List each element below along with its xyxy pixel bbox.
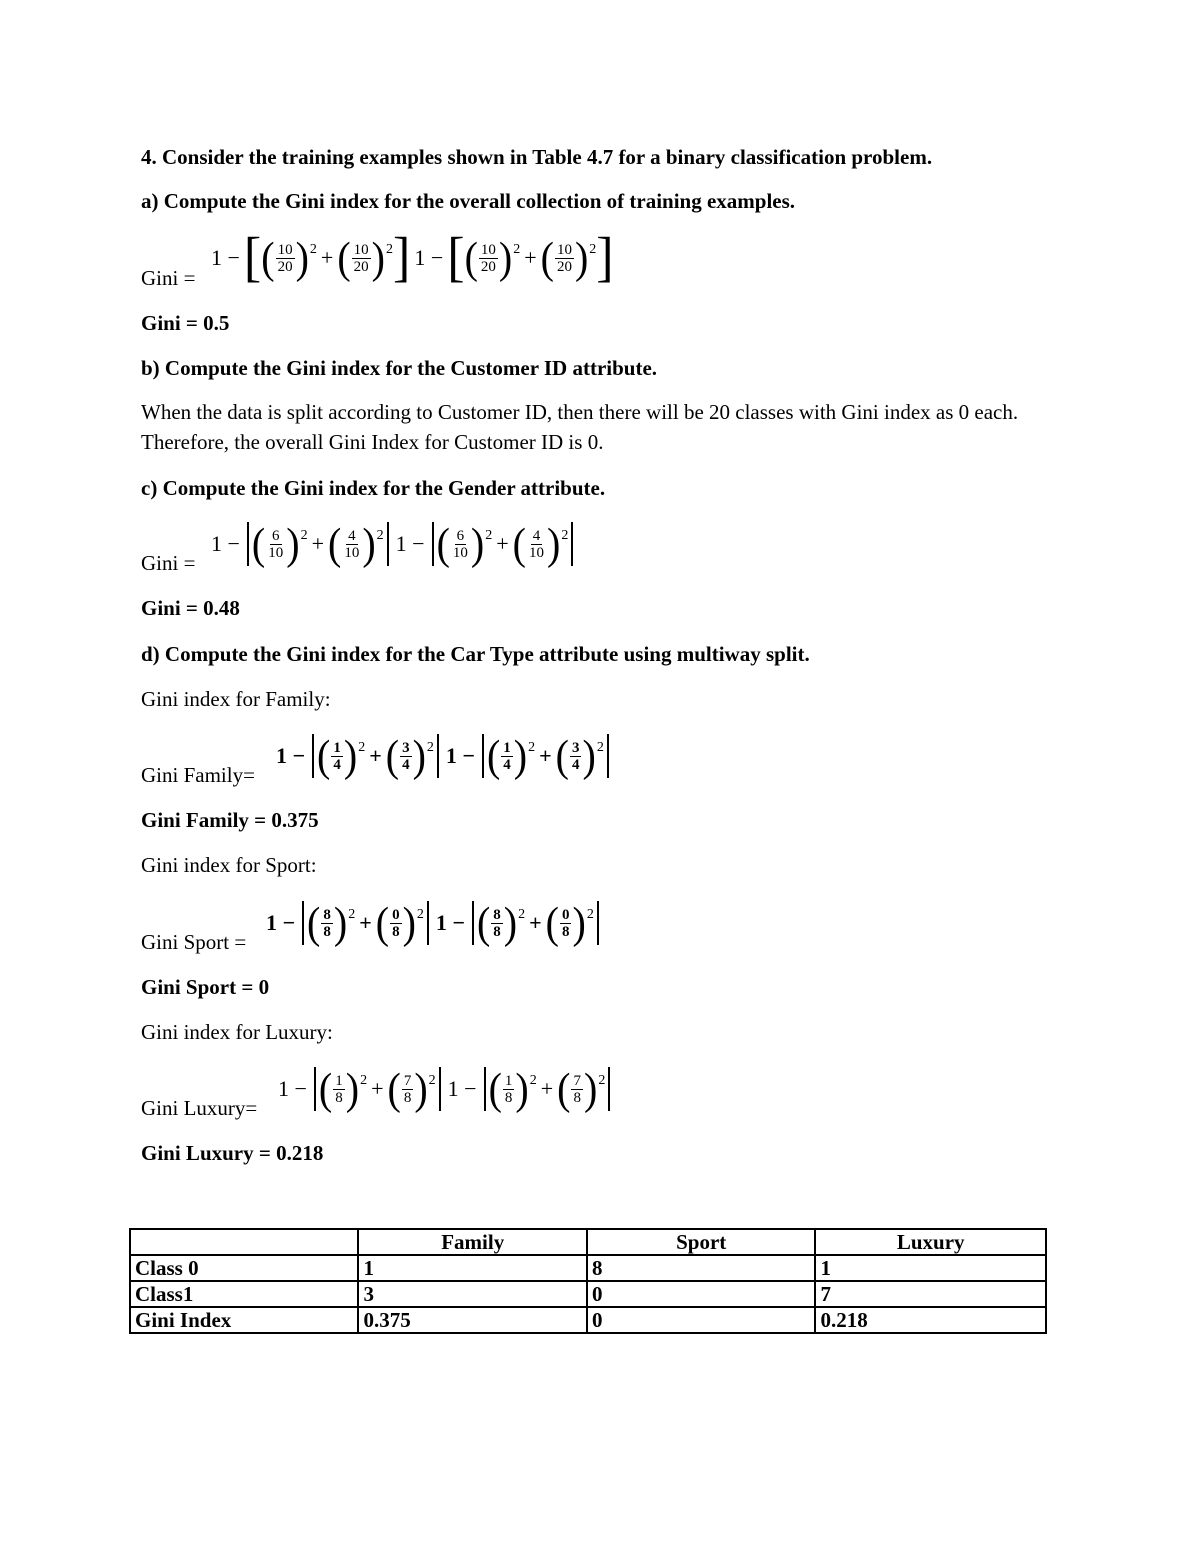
luxury-result: Gini Luxury = 0.218 [141,1141,324,1165]
close-bar [608,1067,610,1111]
numerator: 0 [392,906,400,923]
numerator: 1 [504,1072,513,1089]
part-a-eq-label: Gini = [141,266,196,290]
eq-one: 1 − [276,743,306,768]
term: ( $\frac{3}{4}$ ) 2 [385,730,434,781]
gini-summary-table [129,1228,1047,1334]
luxury-equation [274,1059,613,1119]
numerator: 6 [272,527,280,544]
exponent: 2 [485,528,493,543]
denominator: 10 [452,544,468,561]
exponent: 2 [348,907,356,922]
term: ( $\frac{3}{4}$ ) 2 [555,730,604,781]
numerator: 8 [323,906,331,923]
denominator: 10 [268,544,284,561]
plus-sign: + [524,245,537,270]
open-bar [312,734,314,778]
eq-one: 1 − [395,531,425,556]
close-bar [387,522,389,566]
exponent: 2 [385,242,393,257]
table-cell: Class 0 [130,1255,358,1281]
exponent: 2 [598,1073,606,1088]
part-c-heading: c) Compute the Gini index for the Gender attribute. [141,476,606,500]
family-eq-label: Gini Family= [141,763,255,787]
term: ( $\frac{4}{10}$ ) 2 [328,518,384,569]
table-header-cell: Sport [587,1229,815,1255]
part-d-heading: d) Compute the Gini index for the Car Type attribute using multiway split. [141,642,810,666]
exponent: 2 [300,528,308,543]
exponent: 2 [529,1073,537,1088]
eq-one: 1 − [435,910,465,935]
part-c-eq-label: Gini = [141,551,196,575]
exponent: 2 [561,528,569,543]
sport-result: Gini Sport = 0 [141,975,270,999]
close-bar [437,734,439,778]
eq-one: 1 − [211,531,240,556]
exponent: 2 [428,1073,436,1088]
denominator: 4 [503,756,511,773]
numerator: 4 [348,527,356,544]
eq-one: 1 − [447,1076,477,1101]
table-header-row [130,1229,1046,1255]
open-bracket: [ [243,227,262,288]
exponent: 2 [589,242,597,257]
table-cell: 1 [815,1255,1046,1281]
exponent: 2 [596,740,604,755]
part-c-result: Gini = 0.48 [141,596,240,620]
exponent: 2 [416,907,424,922]
part-b-text: When the data is split according to Customer ID, then there will be 20 classes with Gini index as 0 each. Therefore, the overall Gini Index for Customer ID is 0. [141,400,1019,454]
denominator: 4 [333,756,341,773]
table-cell: 3 [358,1281,587,1307]
close-bar [607,734,609,778]
denominator: 10 [528,544,544,561]
open-bracket: [ [447,227,465,288]
exponent: 2 [518,907,526,922]
denominator: 20 [556,258,572,275]
denominator: 20 [277,258,293,275]
table-cell: Class1 [130,1281,358,1307]
close-bracket: ] [392,227,411,288]
exponent: 2 [528,740,536,755]
table-row [130,1255,1046,1281]
term: ( $\frac{6}{10}$ ) 2 [436,518,493,569]
numerator: 3 [571,739,580,756]
close-bar [439,1067,441,1111]
numerator: 4 [532,527,541,544]
term: ( $\frac{7}{8}$ ) 2 [557,1063,606,1114]
denominator: 10 [344,544,360,561]
table-header-cell: Family [358,1229,587,1255]
denominator: 8 [403,1089,412,1106]
term: ( $\frac{8}{8}$ ) 2 [476,897,526,948]
numerator: 10 [353,241,369,258]
part-a-result: Gini = 0.5 [141,311,230,335]
luxury-intro: Gini index for Luxury: [141,1020,333,1044]
term: ( $\frac{10}{20}$ ) 2 [464,232,521,283]
exponent: 2 [426,740,434,755]
sport-equation [262,893,602,953]
part-b-heading: b) Compute the Gini index for the Customer ID attribute. [141,356,658,380]
exponent: 2 [513,242,521,257]
exponent: 2 [309,242,317,257]
denominator: 8 [493,923,501,940]
table-row [130,1307,1046,1333]
numerator: 7 [403,1072,412,1089]
plus-sign: + [359,910,372,935]
open-bar [482,734,484,778]
close-bar [597,901,599,945]
close-bracket: ] [596,227,614,288]
term: ( $\frac{0}{8}$ ) 2 [545,897,594,948]
denominator: 8 [561,923,570,940]
eq-one: 1 − [266,910,296,935]
term: ( $\frac{8}{8}$ ) 2 [307,897,356,948]
open-bar [314,1067,316,1111]
term: ( $\frac{1}{8}$ ) 2 [318,1063,368,1114]
open-bar [484,1067,486,1111]
exponent: 2 [358,740,366,755]
plus-sign: + [369,743,382,768]
plus-sign: + [539,743,552,768]
denominator: 8 [392,923,400,940]
sport-eq-label: Gini Sport = [141,930,247,954]
numerator: 10 [556,241,572,258]
open-bar [247,522,249,566]
numerator: 1 [335,1072,343,1089]
table-row [130,1281,1046,1307]
term: ( $\frac{10}{20}$ ) 2 [540,232,597,283]
family-result: Gini Family = 0.375 [141,808,319,832]
term: ( $\frac{1}{4}$ ) 2 [317,730,366,781]
plus-sign: + [311,531,324,556]
table-cell: 0 [587,1281,815,1307]
eq-one: 1 − [211,245,240,270]
plus-sign: + [371,1076,384,1101]
numerator: 10 [480,241,496,258]
table-cell: 1 [358,1255,587,1281]
term: ( $\frac{1}{4}$ ) 2 [486,730,536,781]
close-bar [571,522,573,566]
table-cell: 8 [587,1255,815,1281]
table-header-cell: Luxury [815,1229,1046,1255]
family-intro: Gini index for Family: [141,687,331,711]
denominator: 8 [335,1089,343,1106]
question-title: 4. Consider the training examples shown in Table 4.7 for a binary classification problem. [141,145,933,169]
luxury-eq-label: Gini Luxury= [141,1096,258,1120]
numerator: 8 [493,906,501,923]
eq-one: 1 − [445,743,475,768]
eq-one: 1 − [278,1076,307,1101]
numerator: 10 [277,241,293,258]
open-bar [302,901,304,945]
table-header-cell [130,1229,358,1255]
plus-sign: + [320,245,334,270]
term: ( $\frac{7}{8}$ ) 2 [387,1063,436,1114]
numerator: 0 [561,906,570,923]
exponent: 2 [376,528,384,543]
denominator: 8 [323,923,331,940]
plus-sign: + [540,1076,554,1101]
plus-sign: + [529,910,542,935]
open-bar [432,522,434,566]
table-cell: 0 [587,1307,815,1333]
part-a-heading: a) Compute the Gini index for the overall collection of training examples. [141,189,796,213]
denominator: 8 [504,1089,513,1106]
term: ( $\frac{1}{8}$ ) 2 [488,1063,537,1114]
term: ( $\frac{10}{20}$ ) 2 [337,232,393,283]
numerator: 3 [402,739,410,756]
table-cell: 0.375 [358,1307,587,1333]
numerator: 6 [456,527,465,544]
table-cell: 7 [815,1281,1046,1307]
part-a-equation [207,228,614,288]
exponent: 2 [360,1073,368,1088]
numerator: 7 [573,1072,581,1089]
term: ( $\frac{6}{10}$ ) 2 [251,518,308,569]
sport-intro: Gini index for Sport: [141,853,317,877]
table-cell: 0.218 [815,1307,1046,1333]
exponent: 2 [586,907,594,922]
close-bar [427,901,429,945]
term: ( $\frac{0}{8}$ ) 2 [375,897,424,948]
family-equation [272,726,612,786]
open-bar [472,901,474,945]
denominator: 4 [402,756,410,773]
denominator: 8 [573,1089,581,1106]
eq-one: 1 − [414,245,444,270]
denominator: 20 [480,258,496,275]
denominator: 4 [571,756,580,773]
term: ( $\frac{10}{20}$ ) 2 [261,232,317,283]
term: ( $\frac{4}{10}$ ) 2 [512,518,569,569]
numerator: 1 [503,739,511,756]
plus-sign: + [496,531,509,556]
denominator: 20 [353,258,369,275]
part-c-equation [207,514,576,574]
table-cell: Gini Index [130,1307,358,1333]
numerator: 1 [333,739,341,756]
